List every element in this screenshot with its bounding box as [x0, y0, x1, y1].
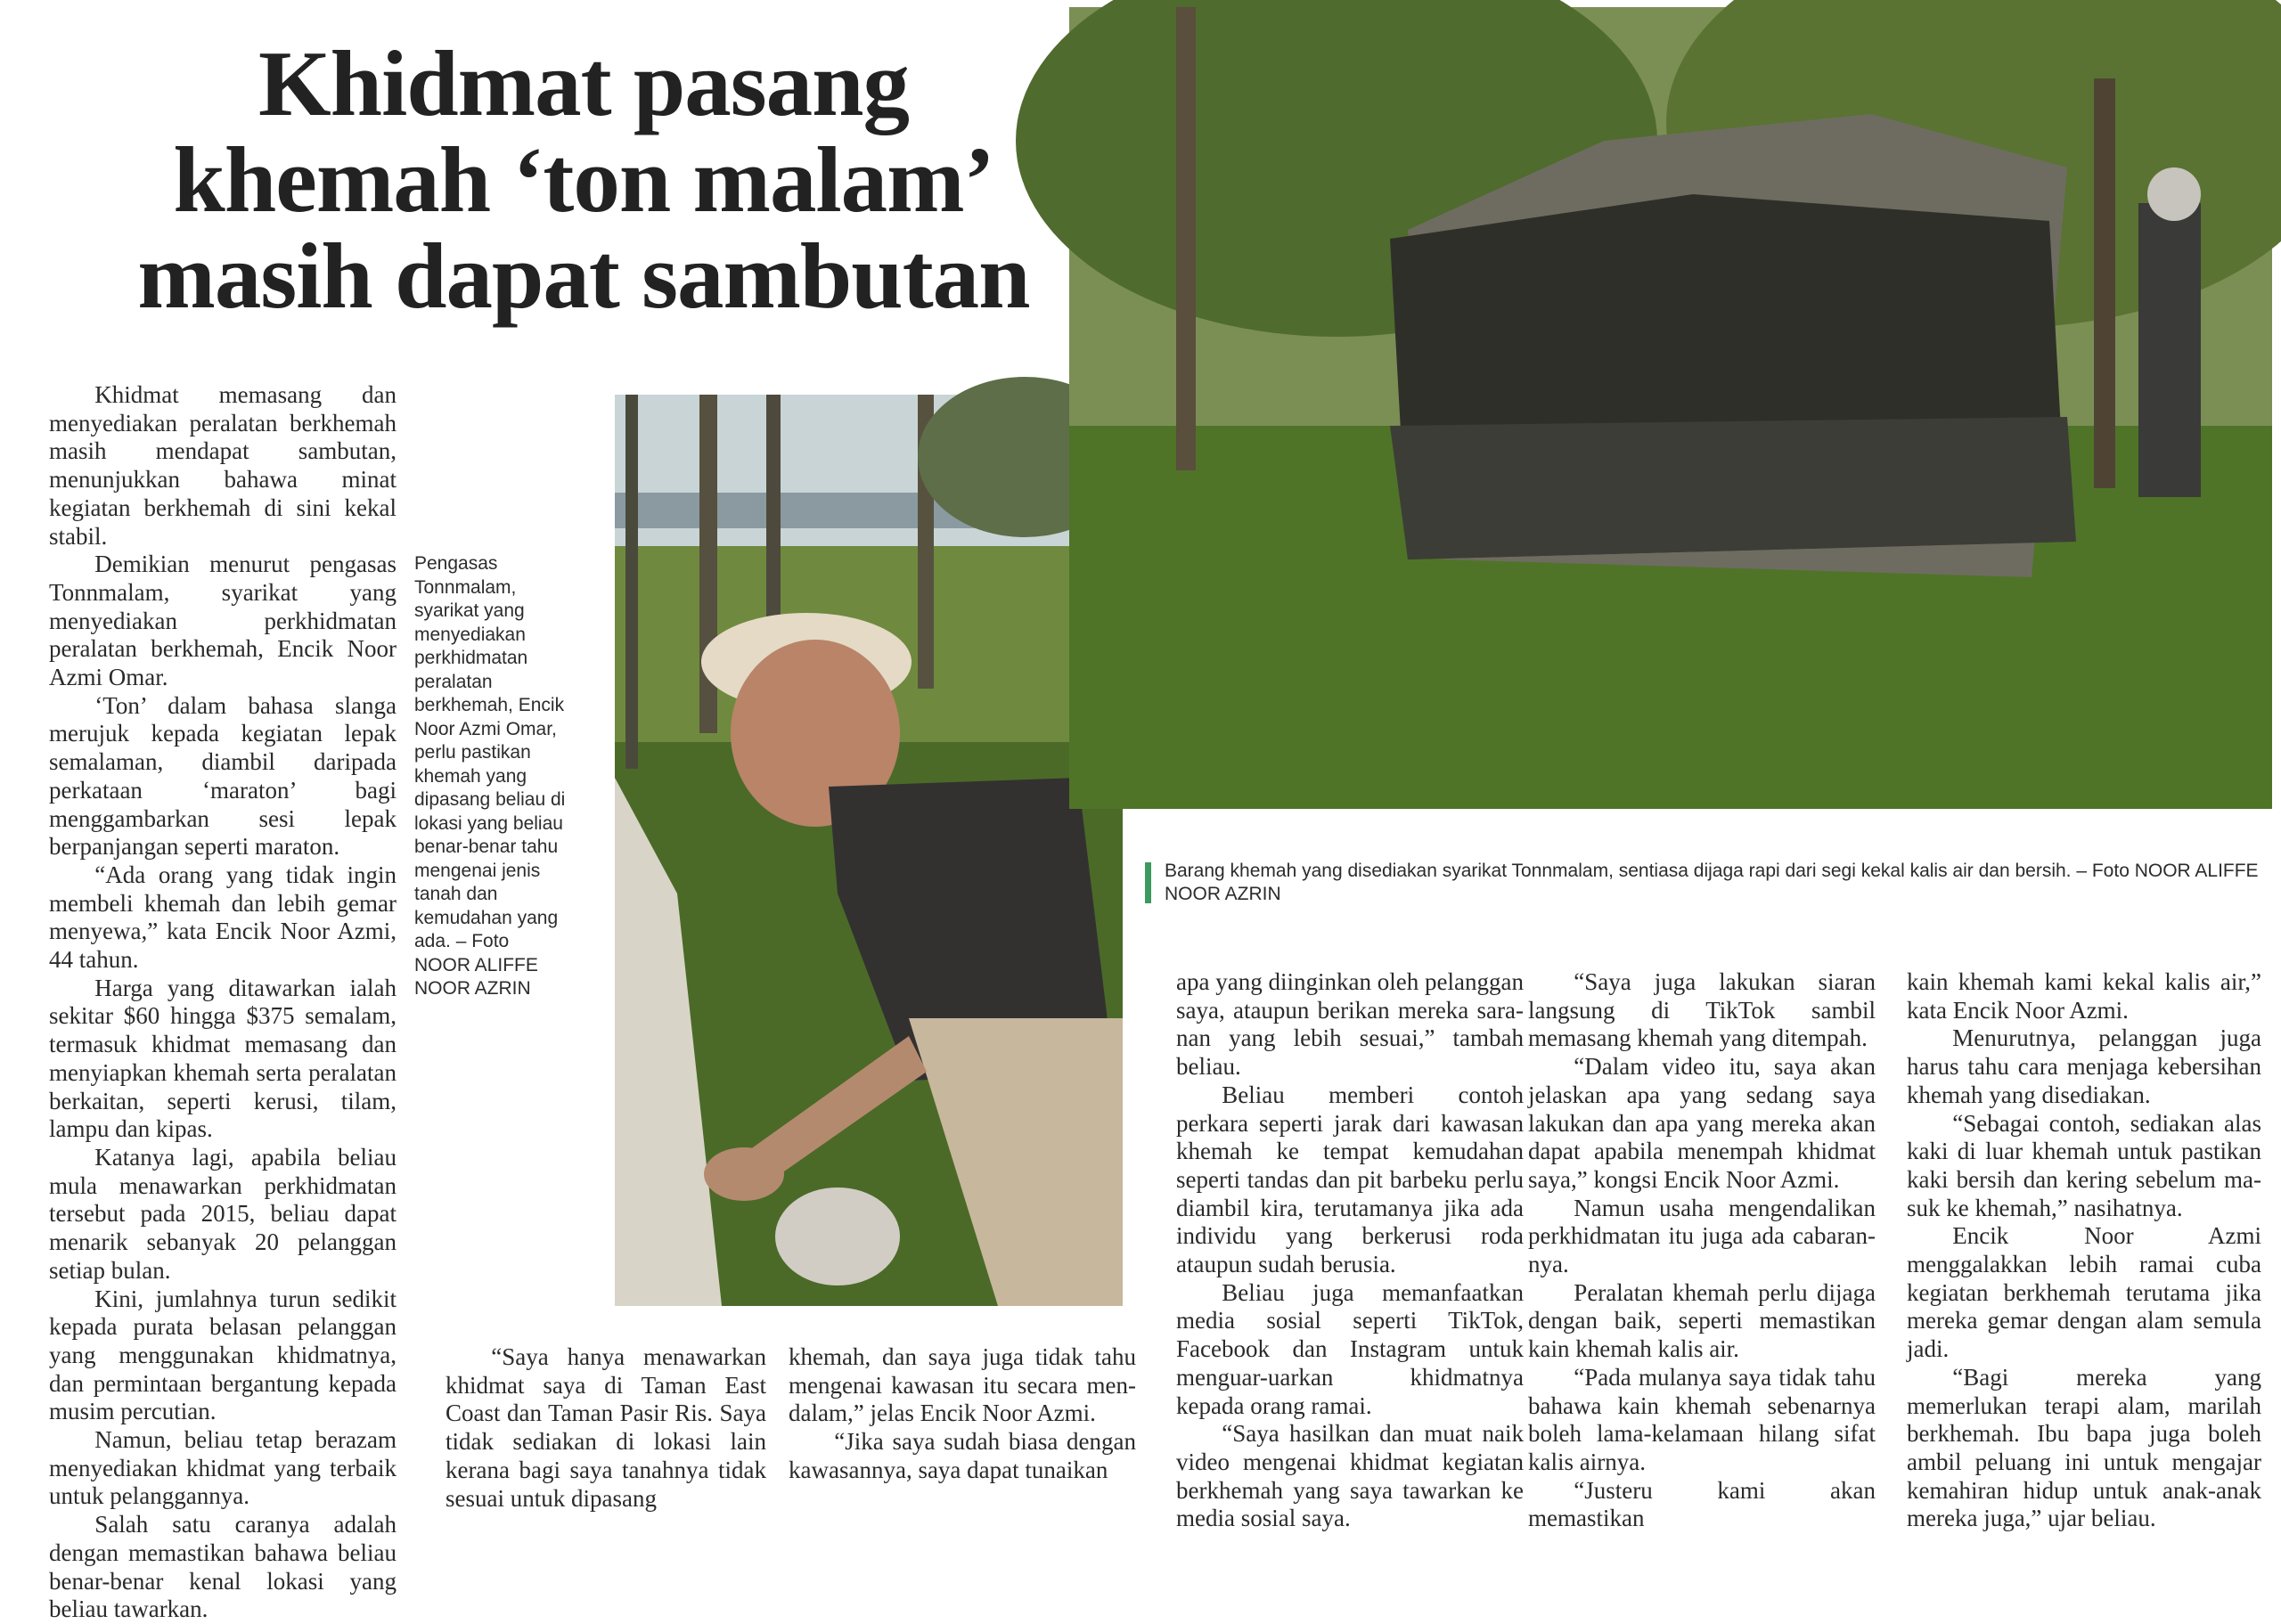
col4-para-3: Beliau juga memanfaatkan media sosial seperti TikTok, Facebook dan Instagram untuk menguar-uarkan khidmatnya kepada orang ramai.: [1176, 1278, 1524, 1419]
photo-man-caption: Pengasas Tonnmalam, syarikat yang menyediakan perkhidmatan peralatan berkhemah, Encik Noor Azmi Omar, perlu pastikan khemah yang dipasang beliau di lokasi yang beliau benar-benar tahu mengenai jenis tanah dan kemudahan yang ada. – Foto NOOR ALIFFE NOOR AZRIN: [414, 553, 566, 999]
photo-tent-illustration: [1069, 7, 2272, 809]
article-column-1: [49, 381, 397, 1624]
photo-man-illustration: [615, 395, 1123, 1306]
col5-para-3: Namun usaha mengendalikan perkhidmatan itu juga ada cabarannya.: [1528, 1194, 1876, 1278]
col1-para-9: Salah satu caranya adalah dengan memastikan bahawa beliau benar-benar kenal lokasi yang beliau tawarkan.: [49, 1511, 397, 1623]
col5-para-5: “Pada mulanya saya tidak tahu bahawa kain khemah sebenarnya boleh lama-kelamaan hilang sifat kalis airnya.: [1528, 1363, 1876, 1475]
col5-para-2: “Dalam video itu, saya akan jelaskan apa yang sedang saya lakukan dan apa yang mereka akan dapat apabila menempah khidmat saya,” kongsi Encik Noor Azmi.: [1528, 1053, 1876, 1193]
article-column-4: [1176, 968, 1524, 1533]
photo-tent-caption: [1145, 860, 2277, 906]
col6-para-1: kain khemah kami kekal kalis air,” kata Encik Noor Azmi.: [1907, 968, 2261, 1024]
photo-tent-caption-text: Barang khemah yang disediakan syarikat Tonnmalam, sentiasa dijaga rapi dari segi kekal kalis air dan bersih. – Foto NOOR ALIFFE NOOR AZRIN: [1165, 861, 2259, 904]
col1-para-8: Namun, beliau tetap berazam menyediakan khidmat yang terbaik untuk pelanggannya.: [49, 1426, 397, 1510]
col1-para-3: ‘Ton’ dalam bahasa slanga merujuk kepada kegiatan lepak semalaman, diambil daripada perkataan ‘maraton’ bagi menggambarkan sesi lepak berpanjangan seperti maraton.: [49, 691, 397, 861]
col5-para-1: “Saya juga lakukan siaran langsung di TikTok sambil memasang khemah yang ditempah.: [1528, 968, 1876, 1052]
photo-tent: [1069, 7, 2272, 809]
col1-para-7: Kini, jumlahnya turun sedikit kepada purata belasan pelanggan yang menggunakan khidmatnya, dan permintaan bergantung kepada musim percutian.: [49, 1285, 397, 1425]
col6-para-2: Menurutnya, pelanggan juga harus tahu cara menjaga kebersihan khemah yang disediakan.: [1907, 1024, 2261, 1108]
article-column-6: [1907, 968, 2261, 1533]
col1-para-1: Khidmat memasang dan menyediakan peralatan berkhemah masih mendapat sambutan, menunjukkan bahawa minat kegiatan berkhemah di sini kekal stabil.: [49, 381, 397, 550]
col5-para-6: “Justeru kami akan memastikan: [1528, 1476, 1876, 1532]
col1-para-4: “Ada orang yang tidak ingin membeli khemah dan lebih gemar menyewa,” kata Encik Noor Azmi, 44 tahun.: [49, 861, 397, 974]
col1-para-6: Katanya lagi, apabila beliau mula menawarkan perkhidmatan tersebut pada 2015, beliau dapat menarik sebanyak 20 pelanggan setiap bulan.: [49, 1143, 397, 1284]
col4-para-2: Beliau memberi contoh perkara seperti jarak dari kawasan khemah ke tempat kemudahan seperti tandas dan pit barbeku perlu diambil kira, terutamanya jika ada individu yang berkerusi roda ataupun sudah berusia.: [1176, 1081, 1524, 1278]
article-column-3: [789, 1343, 1136, 1485]
article-column-5: [1528, 968, 1876, 1533]
article-column-2: [446, 1343, 766, 1513]
headline-line-3: masih dapat sambutan: [137, 224, 1030, 328]
headline-line-2: khemah ‘ton malam’: [173, 127, 994, 232]
col3-para-1: khemah, dan saya juga tidak tahu mengenai kawasan itu secara mendalam,” jelas Encik Noor Azmi.: [789, 1343, 1136, 1427]
col1-para-5: Harga yang ditawarkan ialah sekitar $60 hingga $375 semalam, termasuk khidmat memasang dan menyiapkan khemah serta peralatan berkaitan, seperti kerusi, tilam, lampu dan kipas.: [49, 974, 397, 1143]
col3-para-2: “Jika saya sudah biasa dengan kawasannya, saya dapat tunaikan: [789, 1428, 1136, 1483]
headline-line-1: Khidmat pasang: [258, 31, 909, 135]
col6-para-5: “Bagi mereka yang memerlukan terapi alam, marilah berkhemah. Ibu bapa juga boleh ambil peluang ini untuk mengajar kemahiran hidup untuk anak-anak mereka juga,” ujar beliau.: [1907, 1363, 2261, 1532]
photo-man-pegging-tent: [615, 395, 1123, 1306]
col5-para-4: Peralatan khemah perlu dijaga dengan baik, seperti memastikan kain khemah kalis air.: [1528, 1278, 1876, 1363]
col6-para-3: “Sebagai contoh, sediakan alas kaki di luar khemah untuk pastikan kaki bersih dan kering sebelum masuk ke khemah,” nasihatnya.: [1907, 1109, 2261, 1221]
col1-para-2: Demikian menurut pengasas Tonnmalam, syarikat yang menyediakan perkhidmatan peralatan berkhemah, Encik Noor Azmi Omar.: [49, 551, 397, 691]
col2-para-1: “Saya hanya menawarkan khidmat saya di Taman East Coast dan Taman Pasir Ris. Saya tidak sediakan di lokasi lain kerana bagi saya tanahnya tidak sesuai untuk dipasang: [446, 1343, 766, 1512]
col6-para-4: Encik Noor Azmi menggalakkan lebih ramai cuba kegiatan berkhemah terutama jika mereka gemar dengan alam semula jadi.: [1907, 1222, 2261, 1363]
headline: [134, 31, 1034, 328]
col4-para-4: “Saya hasilkan dan muat naik video mengenai khidmat kegiatan berkhemah yang saya tawarkan ke media sosial saya.: [1176, 1420, 1524, 1532]
caption-accent-bar: [1145, 862, 1151, 903]
col4-para-1: apa yang diinginkan oleh pelanggan saya, ataupun berikan mereka saranan yang lebih sesuai,” tambah beliau.: [1176, 968, 1524, 1081]
